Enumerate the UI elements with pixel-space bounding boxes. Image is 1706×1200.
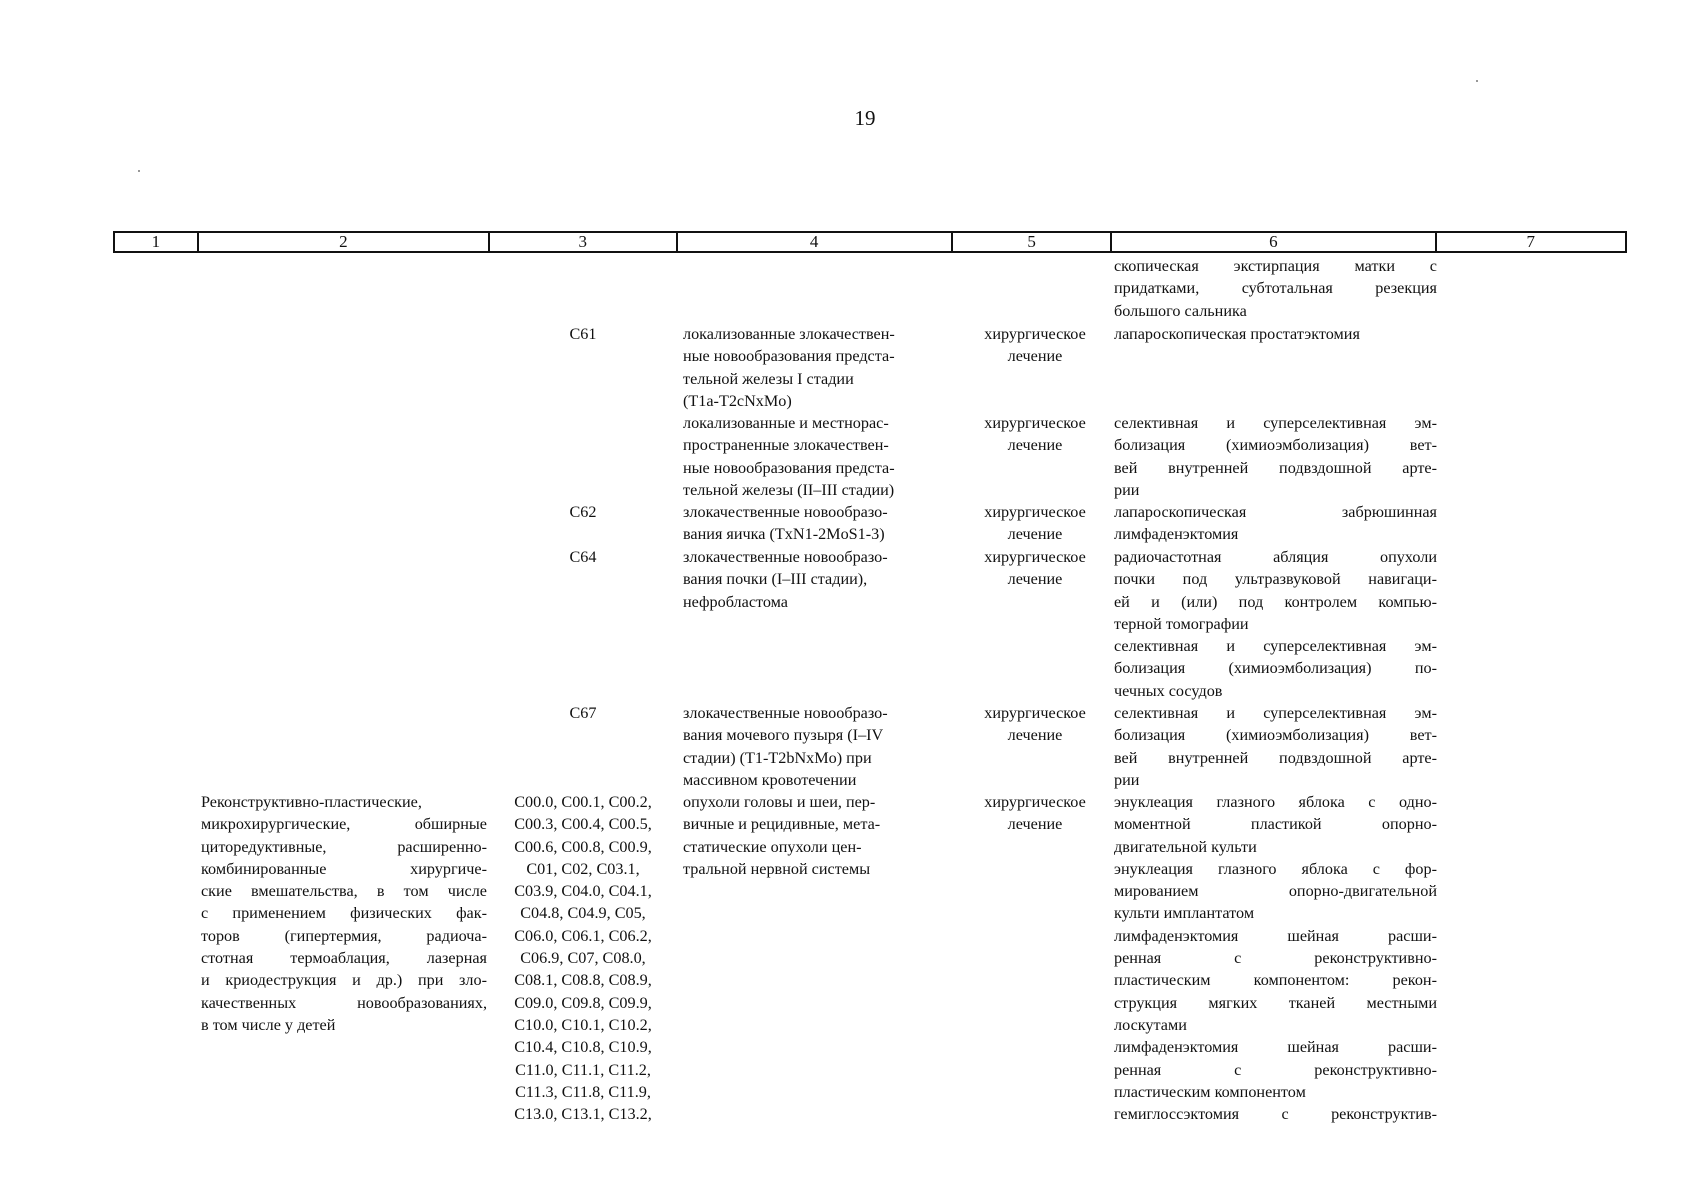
icd-code: C64	[569, 548, 597, 566]
method-cell: лапароскопическая простатэктомия	[1114, 325, 1360, 343]
header-col-5: 5	[951, 233, 1111, 251]
header-col-6: 6	[1110, 233, 1434, 251]
header-col-7: 7	[1435, 233, 1626, 251]
method-cell: скопическая экстирпация матки с придатками, субтотальная резекция большого сальника	[1114, 257, 1437, 320]
condition-cell: злокачественные новообразо- вания яичка (TxN1-2MoS1-3)	[683, 503, 888, 544]
table-header-row	[113, 231, 1627, 253]
treatment-cell: хирургическое лечение	[984, 503, 1086, 544]
method-cell: радиочастотная абляция опухоли почки под ультразвуковой навигаци- ей и (или) под контролем компью- терной томографии селективная и суперселективная эм- болизация (химиоэмболизация) по- чечных сосудов	[1114, 548, 1437, 700]
header-col-3: 3	[488, 233, 676, 251]
condition-cell: опухоли головы и шеи, пер- вичные и рецидивные, мета- статические опухоли цен- тральной нервной системы	[683, 793, 881, 878]
procedure-description: Реконструктивно-пластические, микрохирургические, обширные циторедуктивные, расширенно- комбинированные хирургиче- ские вмешательства, в том числе с применением физических фак- торов (гипертермия, радиоча- стотная термоаблация, лазерная и криодеструкция и др.) при зло- качественных новообразованиях, в том числе у детей	[201, 793, 487, 1034]
page-number: 19	[854, 106, 876, 130]
condition-cell: локализованные и местнорас- пространенные злокачествен- ные новообразования предста- тельной железы (II–III стадии)	[683, 414, 895, 499]
method-cell: лапароскопическая забрюшинная лимфаденэктомия	[1114, 503, 1437, 544]
method-cell: энуклеация глазного яблока с одно- моментной пластикой опорно- двигательной культи энуклеация глазного яблока с фор- мированием опорно-двигательной культи имплантатом лимфаденэктомия шейная расши- ренная с реконструктивно- пластическим компонентом: рекон- струкция мягких тканей местными лоскутами лимфаденэктомия шейная расши- ренная с реконструктивно- пластическим компонентом гемиглоссэктомия с реконструктив-	[1114, 793, 1437, 1124]
scan-speck	[1476, 80, 1478, 82]
treatment-cell: хирургическое лечение	[984, 704, 1086, 745]
method-cell: селективная и суперселективная эм- болизация (химиоэмболизация) вет- вей внутренней подвздошной арте- рии	[1114, 704, 1437, 789]
header-col-4: 4	[676, 233, 951, 251]
scan-speck	[138, 170, 140, 172]
icd-code: C67	[569, 704, 597, 722]
method-cell: селективная и суперселективная эм- болизация (химиоэмболизация) вет- вей внутренней подвздошной арте- рии	[1114, 414, 1437, 499]
icd-code: C62	[569, 503, 597, 521]
icd-code: C61	[569, 325, 597, 343]
treatment-cell: хирургическое лечение	[984, 325, 1086, 366]
icd-code-list: C00.0, C00.1, C00.2, C00.3, C00.4, C00.5, C00.6, C00.8, C00.9, C01, C02, C03.1, C03.9, C04.0, C04.1, C04.8, C04.9, C05, C06.0, C06.1, C06.2, C06.9, C07, C08.0, C08.1, C08.8, C08.9, C09.0, C09.8, C09.9, C10.0, C10.1, C10.2, C10.4, C10.8, C10.9, C11.0, C11.1, C11.2, C11.3, C11.8, C11.9, C13.0, C13.1, C13.2,	[514, 793, 652, 1124]
condition-cell: злокачественные новообразо- вания мочевого пузыря (I–IV стадии) (T1-T2bNxMo) при массивном кровотечении	[683, 704, 888, 789]
treatment-cell: хирургическое лечение	[984, 793, 1086, 834]
treatment-cell: хирургическое лечение	[984, 548, 1086, 589]
condition-cell: локализованные злокачествен- ные новообразования предста- тельной железы I стадии (T1a-T2cNxMo)	[683, 325, 895, 410]
header-col-1: 1	[151, 232, 161, 251]
condition-cell: злокачественные новообразо- вания почки (I–III стадии), нефробластома	[683, 548, 888, 611]
header-col-2: 2	[197, 233, 488, 251]
treatment-cell: хирургическое лечение	[984, 414, 1086, 455]
